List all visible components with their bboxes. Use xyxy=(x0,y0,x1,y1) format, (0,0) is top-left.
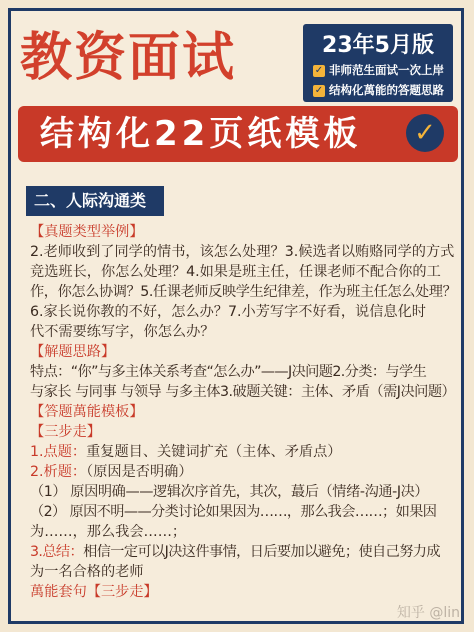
label-three-steps: 【三步走】 xyxy=(30,424,101,440)
badge-title: 23年5月版 xyxy=(322,33,434,58)
section-content xyxy=(30,222,457,602)
watermark: 知乎 @lin xyxy=(396,605,460,621)
body-line: （2） 原因不明——分类讨论如果因为……，那么我会……；如果因 xyxy=(30,504,437,520)
body-line: 作，你怎么协调？5.任课老师反映学生纪律差，作为班主任怎么处理？ xyxy=(30,284,457,300)
body-line: 与家长 与同事 与领导 与多主体3.破题关键：主体、矛盾（需J决问题） xyxy=(30,384,456,400)
badge-point-2: ✓ 结构化萬能的答题思路 xyxy=(314,83,444,97)
check-icon: ✓ xyxy=(314,64,324,76)
label-question-types: 【真题类型举例】 xyxy=(30,224,144,240)
body-line: 特点：“你”与多主体关系考查“怎么办”——J决问题2.分类：与学生 xyxy=(30,364,427,380)
label-answer-template: 【答题萬能模板】 xyxy=(30,404,144,420)
edition-badge xyxy=(303,24,453,102)
check-icon: ✓ xyxy=(314,84,324,96)
page-title: 教资面试 xyxy=(20,28,237,88)
step-2-line: 2.析题：（原因是否明确） xyxy=(30,464,193,480)
badge-point-1: ✓ 非师范生面试一次上岸 xyxy=(314,63,444,77)
step-3-line: 3.总结：相信一定可以J决这件事情，日后要加以避免；使自己努力成 xyxy=(30,544,440,560)
body-line: 竞选班长，你怎么处理？4.如果是班主任，任课老师不配合你的工 xyxy=(30,264,441,280)
subtitle-banner xyxy=(18,106,458,162)
banner-text: 结构化22页纸模板 xyxy=(40,114,362,154)
label-solution-approach: 【解题思路】 xyxy=(30,344,116,360)
body-line: 为一名合格的老师 xyxy=(30,564,144,580)
step-label: 2.析题： xyxy=(30,464,87,480)
body-line: （1） 原因明确——逻辑次序首先，其次，蕞后（情绪-沟通-J决） xyxy=(30,484,429,500)
step-1-line: 1.点题：重复题目、关键词扩充（主体、矛盾点） xyxy=(30,444,342,460)
body-line: 代不需要练写字，你怎么办？ xyxy=(30,324,215,340)
body-line: 为……，那么我会……； xyxy=(30,524,187,540)
check-circle-icon: ✓ xyxy=(406,114,444,152)
label-phrases: 萬能套句【三步走】 xyxy=(30,584,158,600)
step-label: 3.总结： xyxy=(30,544,84,560)
body-line: 2.老师收到了同学的情书，该怎么处理？3.候选者以贿赂同学的方式 xyxy=(30,244,455,260)
body-line: 6.家长说你教的不好，怎么办？7.小芳写字不好看，说信息化时 xyxy=(30,304,426,320)
section-heading: 二、人际沟通类 xyxy=(26,186,164,216)
step-label: 1.点题： xyxy=(30,444,87,460)
